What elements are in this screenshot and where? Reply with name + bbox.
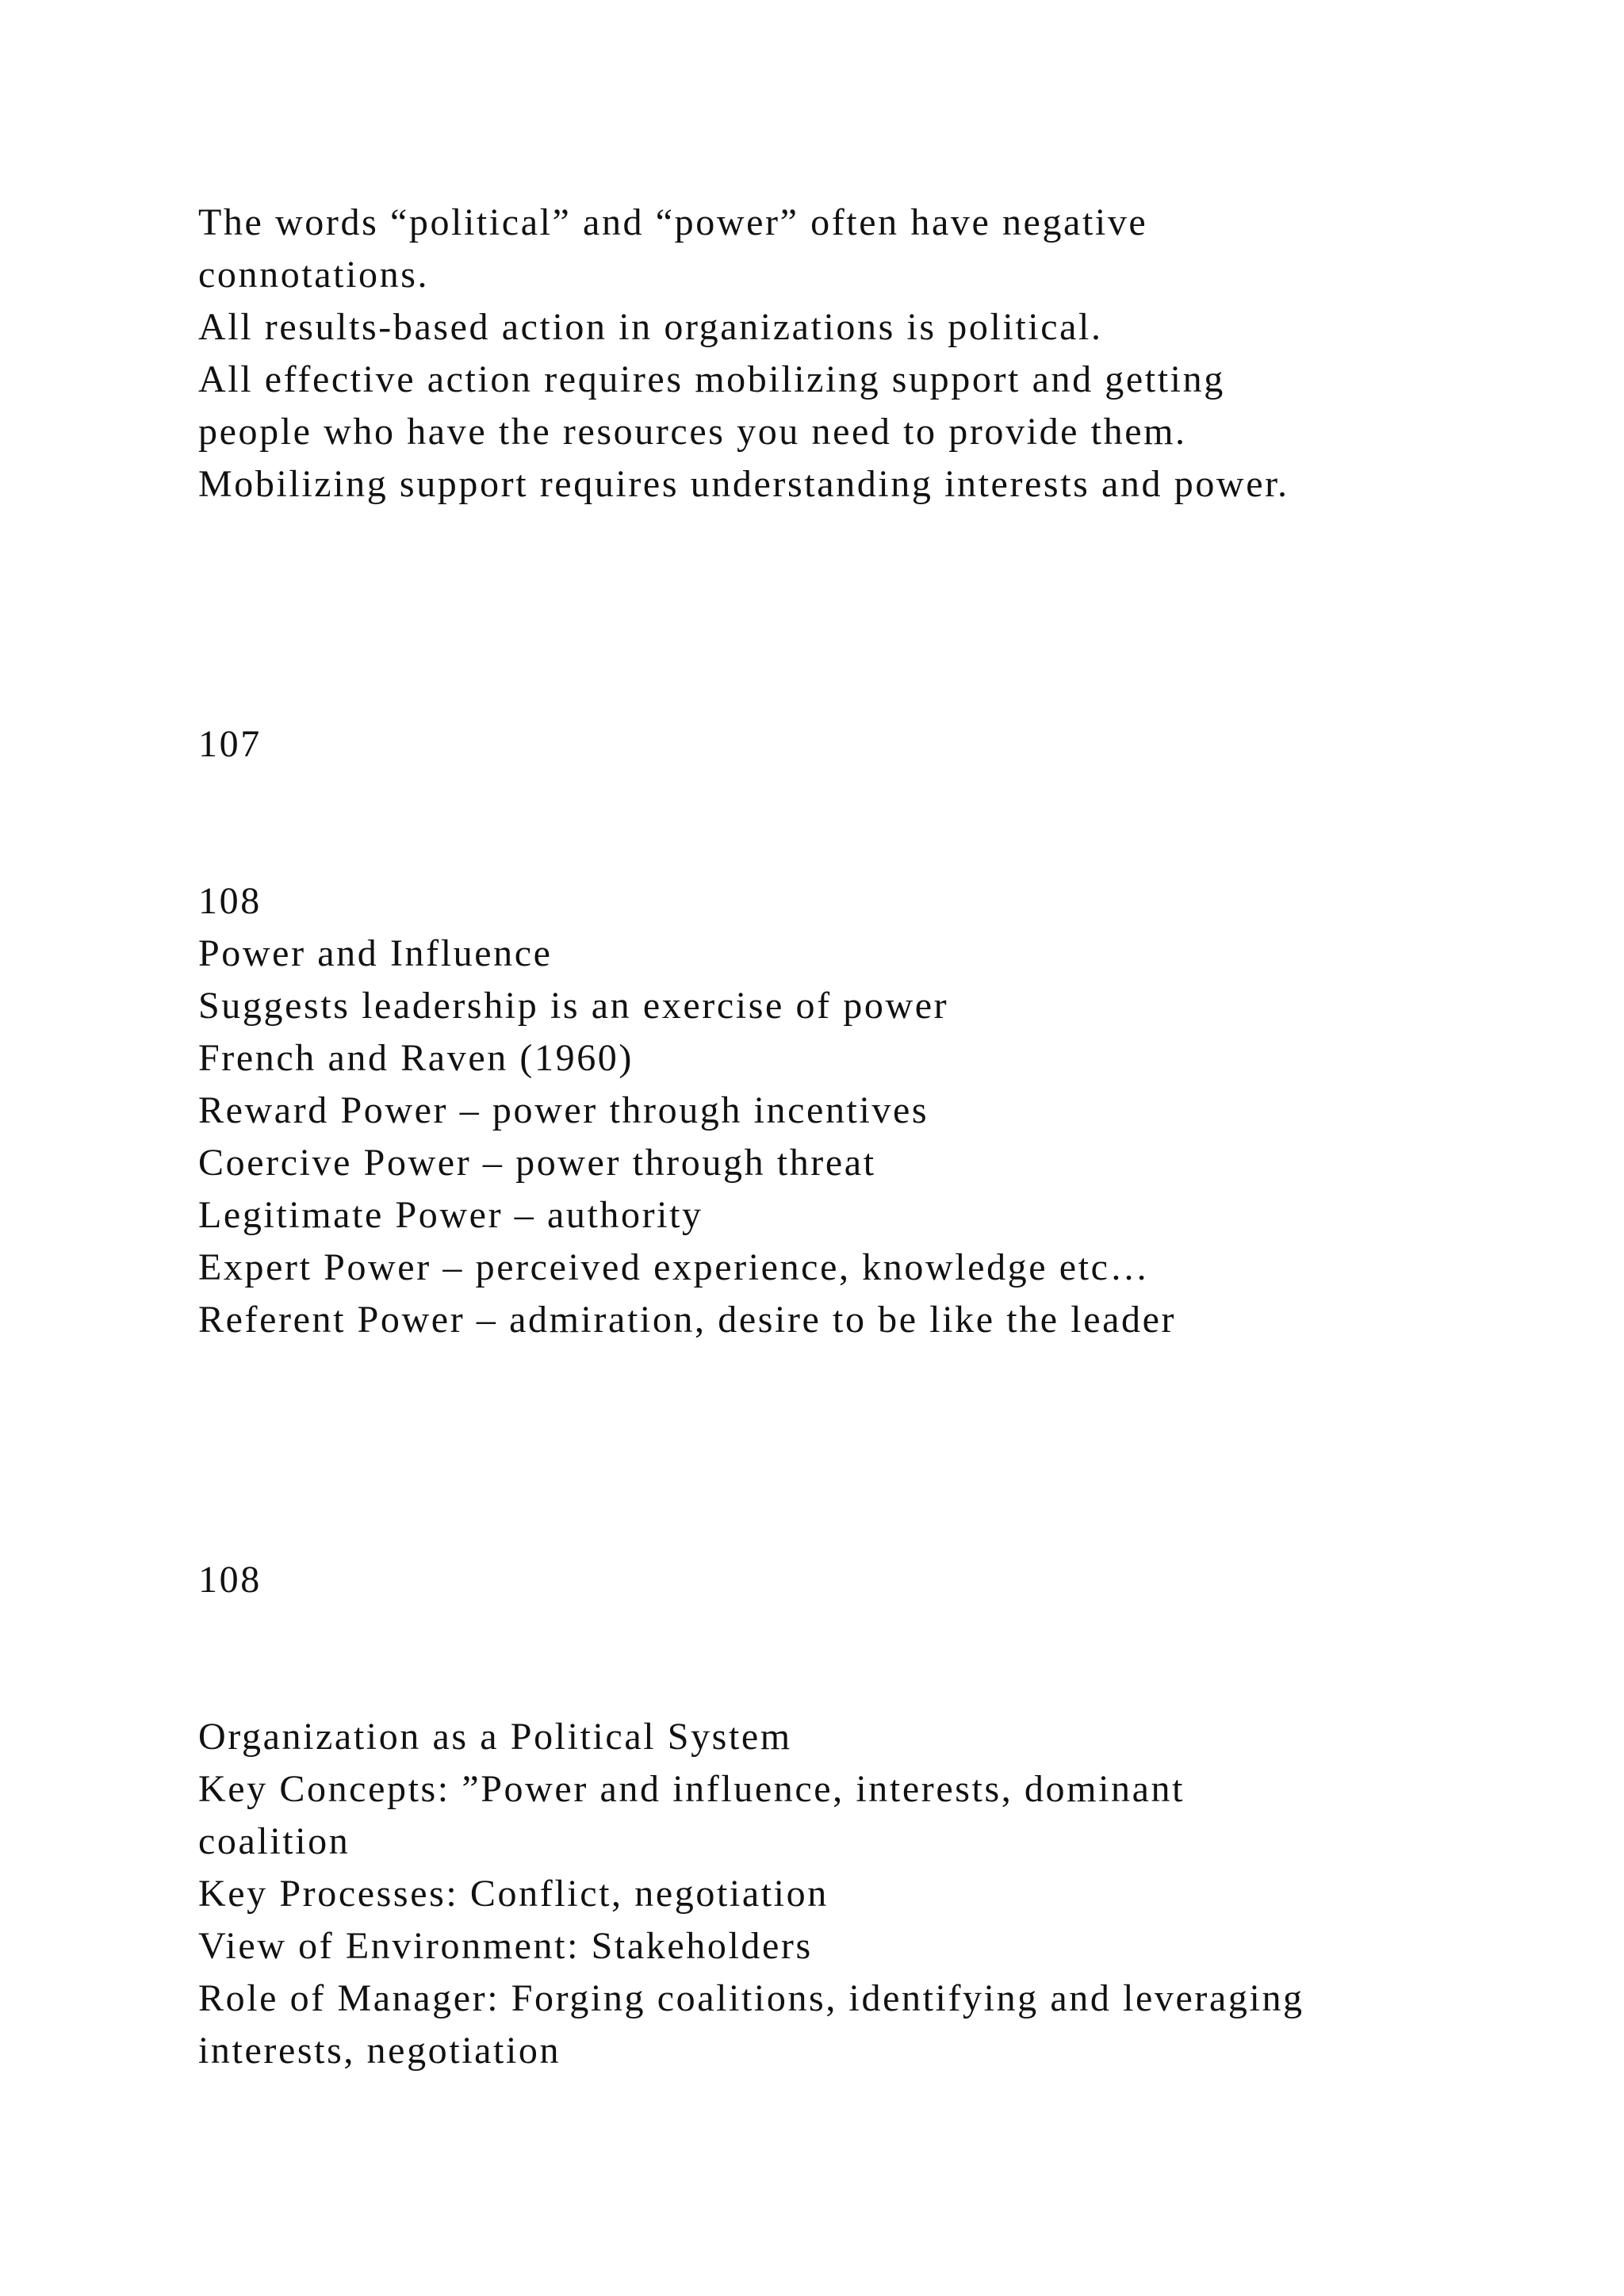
text-line: Coercive Power – power through threat [198, 1142, 876, 1184]
text-line: Expert Power – perceived experience, knowledge etc… [198, 1246, 1151, 1288]
text-line: coalition [198, 1820, 350, 1862]
text-line: people who have the resources you need to provide them. [198, 411, 1187, 453]
text-line: Referent Power – admiration, desire to be like the leader [198, 1299, 1177, 1341]
text-line: connotations. [198, 254, 430, 296]
text-line: Legitimate Power – authority [198, 1194, 703, 1236]
text-line: Key Concepts: ”Power and influence, interests, dominant [198, 1768, 1185, 1810]
text-line: Role of Manager: Forging coalitions, identifying and leveraging [198, 1977, 1304, 2019]
text-line: Reward Power – power through incentives [198, 1089, 929, 1131]
text-line: French and Raven (1960) [198, 1037, 634, 1079]
page-number: 107 [198, 723, 262, 765]
text-line: View of Environment: Stakeholders [198, 1925, 813, 1967]
section-heading: Organization as a Political System [198, 1716, 792, 1758]
text-line: The words “political” and “power” often have negative [198, 201, 1148, 243]
section-heading: Power and Influence [198, 932, 553, 974]
page-number: 108 [198, 1559, 262, 1601]
text-line: interests, negotiation [198, 2030, 561, 2072]
text-line: All effective action requires mobilizing support and getting [198, 358, 1225, 400]
text-line: All results-based action in organizations is political. [198, 306, 1103, 348]
text-line: Suggests leadership is an exercise of power [198, 985, 949, 1027]
text-line: Mobilizing support requires understanding interests and power. [198, 463, 1289, 505]
text-line: Key Processes: Conflict, negotiation [198, 1873, 829, 1915]
slide-number: 108 [198, 880, 262, 922]
